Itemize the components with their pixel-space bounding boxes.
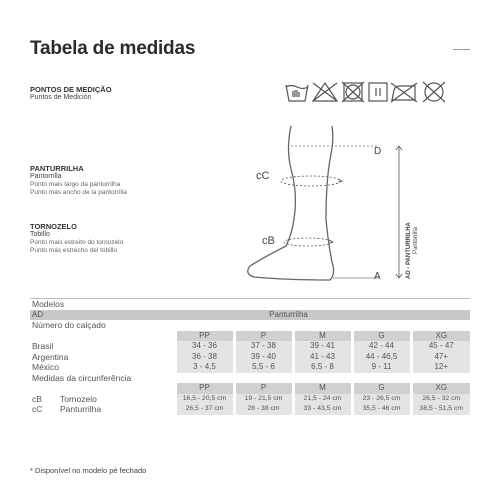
ad-vertical-sublabel: Pantorrilla (413, 226, 419, 254)
table-cell: 41 - 43 (293, 352, 352, 363)
measure-points-title: PONTOS DE MEDIÇÃO (30, 85, 112, 94)
no-dry-clean-icon (423, 82, 445, 102)
size-header: G (352, 331, 411, 342)
ankle-desc-es: Punto más estrecho del tobillo (30, 247, 118, 254)
size-header: M (293, 383, 352, 394)
table-cell: 21,5 - 24 cm (293, 394, 352, 405)
cc-measure-loop (281, 176, 341, 186)
table-row (30, 394, 470, 405)
d-label: D (374, 146, 382, 157)
table-cell: 36 - 38 (175, 352, 234, 363)
row-label: Argentina (32, 351, 69, 362)
ankle-subtitle: Tobillo (30, 231, 50, 238)
row-label: Tornozelo (60, 393, 97, 404)
table-cell: 28 - 38 cm (234, 404, 293, 415)
table-row (30, 341, 470, 352)
care-icons (284, 80, 464, 104)
ad-vertical-label: AD - PANTURRILHA (406, 222, 412, 279)
table-cell: 38,5 - 51,5 cm (411, 404, 470, 415)
models-section-title: Modelos (32, 299, 65, 309)
size-header: XG (411, 331, 470, 342)
table-cell: 6,5 - 8 (293, 362, 352, 373)
shoe-section-title: Número do calçado (32, 320, 106, 330)
row-code: cB (32, 393, 42, 404)
table-cell: 26,5 - 32 cm (411, 394, 470, 405)
ankle-block (30, 223, 123, 255)
table-cell: 19 - 21,5 cm (234, 394, 293, 405)
size-header: M (293, 331, 352, 342)
cb-measure-loop (284, 238, 332, 246)
page-title: Tabela de medidas (30, 38, 196, 59)
size-header: PP (175, 331, 234, 342)
table-cell: 16,5 - 20,5 cm (175, 394, 234, 405)
table-row (30, 362, 470, 373)
table-cell: 44 - 46,5 (352, 352, 411, 363)
table-cell: 39 - 41 (293, 341, 352, 352)
measure-points-heading (30, 86, 112, 102)
table-cell: 5,5 - 6 (234, 362, 293, 373)
no-tumble-dry-icon (342, 82, 364, 102)
calf-subtitle: Pantorrilla (30, 173, 62, 180)
no-bleach-icon (313, 83, 337, 101)
model-value: Panturrilha (175, 310, 470, 321)
size-header: XG (411, 383, 470, 394)
a-label: A (374, 271, 381, 282)
row-label: Brasil (32, 341, 54, 351)
table-cell: 35,5 - 46 cm (352, 404, 411, 415)
size-header: P (234, 383, 293, 394)
row-code: cC (32, 404, 43, 414)
calf-block (30, 165, 127, 197)
row-label: México (32, 362, 59, 372)
size-header: PP (175, 383, 234, 394)
table-cell: 45 - 47 (411, 341, 470, 352)
no-iron-icon (391, 83, 417, 102)
table-cell: 47+ (411, 352, 470, 363)
table-cell: 23 - 26,5 cm (352, 394, 411, 405)
calf-desc-es: Punto más ancho de la pantorrilla (30, 189, 127, 196)
table-cell: 37 - 38 (234, 341, 293, 352)
table-cell: 39 - 40 (234, 352, 293, 363)
table-cell: 42 - 44 (352, 341, 411, 352)
calf-desc-pt: Ponto mais largo da panturrilha (30, 181, 121, 188)
cc-label: cC (256, 170, 270, 182)
table-cell: 9 - 11 (352, 362, 411, 373)
table-cell: 34 - 36 (175, 341, 234, 352)
table-row (30, 352, 470, 363)
table-row (30, 404, 470, 415)
sizes-table (30, 298, 470, 415)
row-label: Panturrilha (60, 404, 102, 414)
circumference-section-title: Medidas da circunferência (32, 372, 132, 383)
hand-wash-icon (286, 85, 308, 101)
minimize-dash-icon (453, 49, 470, 50)
dry-flat-icon (369, 83, 387, 101)
size-header: P (234, 331, 293, 342)
cb-label: cB (262, 235, 275, 247)
table-cell: 26,5 - 37 cm (175, 404, 234, 415)
footnote: * Disponível no modelo pé fechado (30, 466, 147, 475)
table-cell: 33 - 43,5 cm (293, 404, 352, 415)
ankle-title: TORNOZELO (30, 222, 77, 231)
calf-title: PANTURRILHA (30, 164, 84, 173)
measure-points-subtitle: Puntos de Medición (30, 94, 92, 101)
leg-diagram (236, 124, 446, 294)
table-cell: 3 - 4,5 (175, 362, 234, 373)
size-tables (30, 298, 470, 415)
ankle-desc-pt: Ponto mais estreito do tornozelo (30, 239, 124, 246)
table-cell: 12+ (411, 362, 470, 373)
size-header: G (352, 383, 411, 394)
model-code: AD (30, 310, 175, 321)
leg-outline (248, 126, 334, 280)
